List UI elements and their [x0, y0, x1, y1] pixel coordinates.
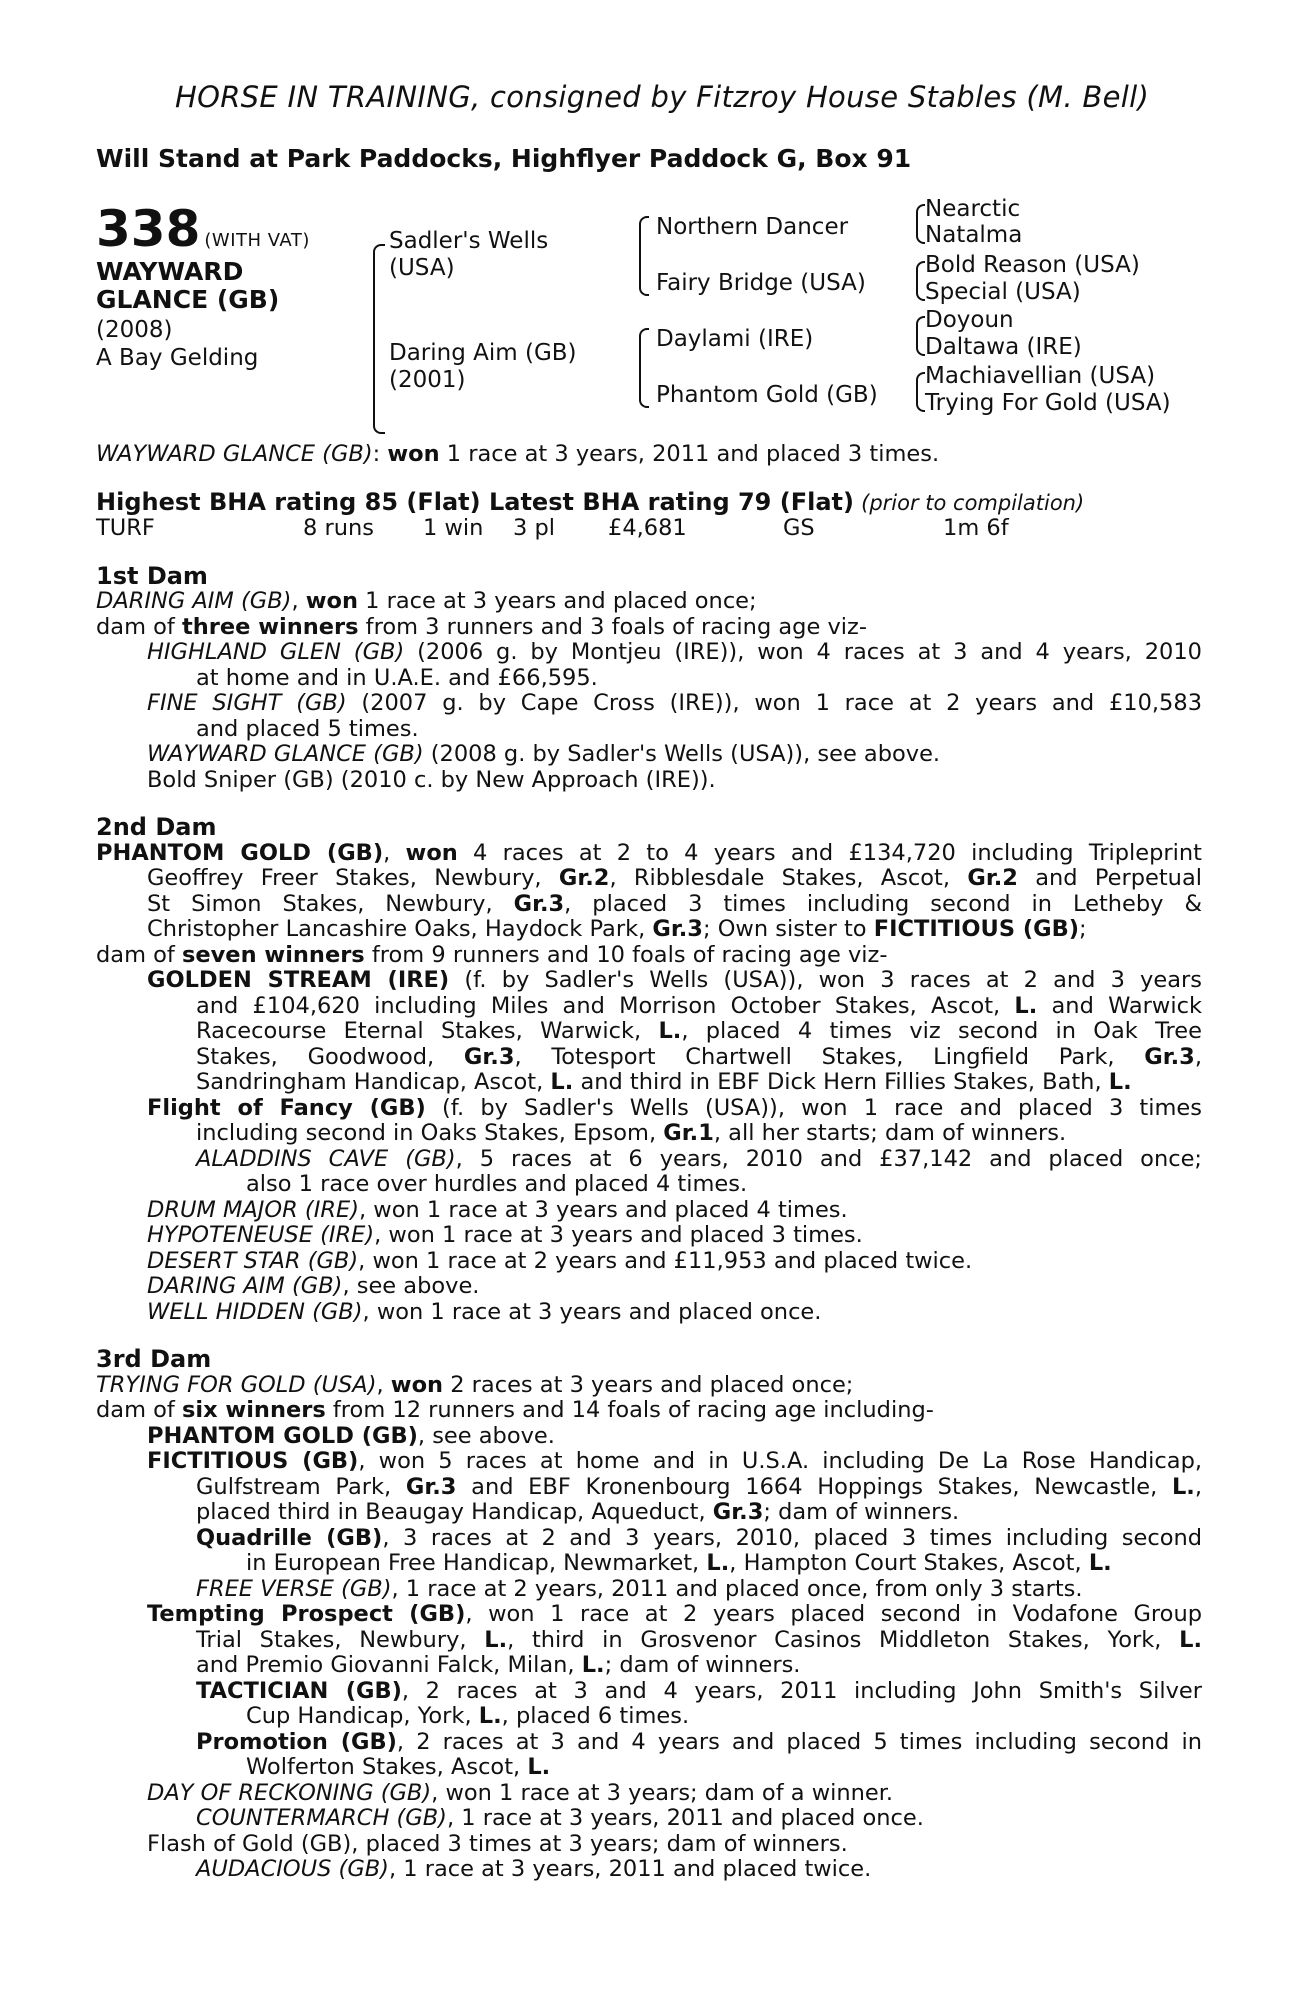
great-grandparent: Daltawa (IRE) — [925, 334, 1082, 360]
offspring-line: TACTICIAN (GB), 2 races at 3 and 4 years, 2011 including John Smith's Silver — [196, 1677, 1202, 1704]
offspring-line: Sandringham Handicap, Ascot, L. and third in EBF Dick Hern Fillies Stakes, Bath, L. — [196, 1069, 1132, 1095]
offspring-line: WAYWARD GLANCE (GB) (2008 g. by Sadler's Wells (USA)), see above. — [147, 741, 941, 767]
offspring-line: and Premio Giovanni Falck, Milan, L.; dam of winners. — [196, 1652, 801, 1678]
dam-line: dam of six winners from 12 runners and 14 foals of racing age including- — [96, 1397, 934, 1423]
offspring-line: Gulfstream Park, Gr.3 and EBF Kronenbourg 1664 Hoppings Stakes, Newcastle, L., — [196, 1473, 1202, 1500]
great-grandparent: Trying For Gold (USA) — [925, 390, 1171, 416]
offspring-line: ALADDINS CAVE (GB), 5 races at 6 years, 2010 and £37,142 and placed once; — [196, 1145, 1202, 1172]
dam-line: Geoffrey Freer Stakes, Newbury, Gr.2, Ribblesdale Stakes, Ascot, Gr.2 and Perpetual — [147, 865, 1202, 891]
offspring-line: Cup Handicap, York, L., placed 6 times. — [246, 1703, 690, 1729]
offspring-line: Flight of Fancy (GB) (f. by Sadler's Wells (USA)), won 1 race and placed 3 times — [147, 1094, 1202, 1121]
offspring-line: including second in Oaks Stakes, Epsom, Gr.1, all her starts; dam of winners. — [196, 1120, 1067, 1146]
dam-line: St Simon Stakes, Newbury, Gr.3, placed 3 times including second in Letheby & — [147, 890, 1202, 917]
dam-line: TRYING FOR GOLD (USA), won 2 races at 3 years and placed once; — [96, 1371, 854, 1398]
dam-line: dam of three winners from 3 runners and 3 foals of racing age viz- — [96, 613, 867, 640]
offspring-line: WELL HIDDEN (GB), won 1 race at 3 years and placed once. — [147, 1298, 822, 1325]
section-heading-2nd-dam: 2nd Dam — [96, 813, 217, 841]
offspring-line: placed third in Beaugay Handicap, Aqueduct, Gr.3; dam of winners. — [196, 1499, 960, 1525]
turf-record: TURF 8 runs 1 win 3 pl £4,681 GS 1m 6f — [96, 515, 1009, 541]
catalogue-header: HORSE IN TRAINING, consigned by Fitzroy House Stables (M. Bell) — [175, 80, 1150, 114]
offspring-line: and £104,620 including Miles and Morrison October Stakes, Ascot, L. and Warwick — [196, 992, 1202, 1019]
dam-line: Christopher Lancashire Oaks, Haydock Park, Gr.3; Own sister to FICTITIOUS (GB); — [147, 916, 1087, 942]
dam: Daring Aim (GB) (2001) — [389, 340, 577, 393]
offspring-line: Quadrille (GB), 3 races at 2 and 3 years, 2010, placed 3 times including second — [196, 1524, 1203, 1551]
lot-number: 338 — [96, 200, 201, 258]
offspring-line: Stakes, Goodwood, Gr.3, Totesport Chartwell Stakes, Lingfield Park, Gr.3, — [196, 1043, 1202, 1070]
offspring-line: GOLDEN STREAM (IRE) (f. by Sadler's Wells (USA)), won 3 races at 2 and 3 years — [147, 967, 1202, 993]
offspring-line: AUDACIOUS (GB), 1 race at 3 years, 2011 and placed twice. — [196, 1856, 872, 1882]
great-grandparent: Natalma — [925, 222, 1023, 248]
offspring-line: FREE VERSE (GB), 1 race at 2 years, 2011 and placed once, from only 3 starts. — [196, 1575, 1083, 1602]
sire-sire: Northern Dancer — [656, 214, 849, 240]
sire: Sadler's Wells (USA) — [389, 228, 549, 281]
dam-line: DARING AIM (GB), won 1 race at 3 years and placed once; — [96, 588, 757, 614]
offspring-line: HIGHLAND GLEN (GB) (2006 g. by Montjeu (IRE)), won 4 races at 3 and 4 years, 2010 — [147, 639, 1202, 665]
offspring-line: Flash of Gold (GB), placed 3 times at 3 years; dam of winners. — [147, 1830, 848, 1857]
offspring-line: COUNTERMARCH (GB), 1 race at 3 years, 2011 and placed once. — [196, 1805, 924, 1831]
great-grandparent: Machiavellian (USA) — [925, 363, 1156, 389]
offspring-line: at home and in U.A.E. and £66,595. — [196, 664, 598, 691]
pedigree-block — [96, 196, 1226, 434]
great-grandparent: Bold Reason (USA) — [925, 252, 1140, 278]
vat-note: (WITH VAT) — [204, 230, 310, 251]
sire-dam: Fairy Bridge (USA) — [656, 270, 866, 296]
dam-line: dam of seven winners from 9 runners and 10 foals of racing age viz- — [96, 941, 888, 968]
pedigree-brace — [639, 328, 649, 408]
section-heading-3rd-dam: 3rd Dam — [96, 1345, 212, 1373]
pedigree-brace — [639, 216, 649, 296]
offspring-line: FINE SIGHT (GB) (2007 g. by Cape Cross (IRE)), won 1 race at 2 years and £10,583 — [147, 690, 1203, 716]
catalogue-body — [96, 442, 1202, 1883]
offspring-line: PHANTOM GOLD (GB), see above. — [147, 1422, 555, 1449]
offspring-line: DAY OF RECKONING (GB), won 1 race at 3 years; dam of a winner. — [147, 1779, 894, 1806]
horse-name: WAYWARD GLANCE (GB) — [96, 257, 280, 314]
pedigree-brace — [916, 204, 925, 244]
dam-dam: Phantom Gold (GB) — [656, 382, 878, 408]
offspring-line: in European Free Handicap, Newmarket, L., Hampton Court Stakes, Ascot, L. — [246, 1550, 1112, 1576]
offspring-line: DESERT STAR (GB), won 1 race at 2 years and £11,953 and placed twice. — [147, 1247, 973, 1274]
offspring-line: DRUM MAJOR (IRE), won 1 race at 3 years and placed 4 times. — [147, 1196, 848, 1223]
offspring-line: FICTITIOUS (GB), won 5 races at home and in U.S.A. including De La Rose Handicap, — [147, 1448, 1203, 1474]
dam-sire: Daylami (IRE) — [656, 326, 814, 352]
pedigree-brace — [916, 261, 925, 301]
offspring-line: DARING AIM (GB), see above. — [147, 1273, 480, 1299]
offspring-line: Trial Stakes, Newbury, L., third in Grosvenor Casinos Middleton Stakes, York, L. — [196, 1626, 1202, 1653]
offspring-line: also 1 race over hurdles and placed 4 times. — [246, 1171, 748, 1197]
offspring-line: Bold Sniper (GB) (2010 c. by New Approach (IRE)). — [147, 766, 716, 793]
race-summary: WAYWARD GLANCE (GB): won 1 race at 3 years, 2011 and placed 3 times. — [96, 441, 940, 467]
horse-info: (2008) A Bay Gelding — [96, 317, 259, 371]
offspring-line: Racecourse Eternal Stakes, Warwick, L., placed 4 times viz second in Oak Tree — [196, 1018, 1202, 1044]
section-heading-1st-dam: 1st Dam — [96, 561, 208, 590]
offspring-line: Promotion (GB), 2 races at 3 and 4 years and placed 5 times including second in — [196, 1728, 1202, 1755]
offspring-line: Tempting Prospect (GB), won 1 race at 2 years placed second in Vodafone Group — [147, 1601, 1202, 1627]
offspring-line: Wolferton Stakes, Ascot, L. — [246, 1754, 551, 1780]
great-grandparent: Doyoun — [925, 307, 1014, 333]
offspring-line: and placed 5 times. — [196, 715, 419, 742]
rating-line: Highest BHA rating 85 (Flat) Latest BHA rating 79 (Flat) (prior to compilation) — [96, 487, 1085, 516]
pedigree-brace — [373, 244, 385, 434]
great-grandparent: Special (USA) — [925, 279, 1081, 305]
stand-location: Will Stand at Park Paddocks, Highflyer Paddock G, Box 91 — [96, 144, 912, 173]
offspring-line: HYPOTENEUSE (IRE), won 1 race at 3 years and placed 3 times. — [147, 1222, 863, 1248]
lot-heading — [96, 200, 310, 258]
pedigree-brace — [916, 372, 925, 412]
pedigree-brace — [916, 316, 925, 356]
great-grandparent: Nearctic — [925, 196, 1021, 222]
dam-line: PHANTOM GOLD (GB), won 4 races at 2 to 4 years and £134,720 including Tripleprint — [96, 839, 1202, 866]
